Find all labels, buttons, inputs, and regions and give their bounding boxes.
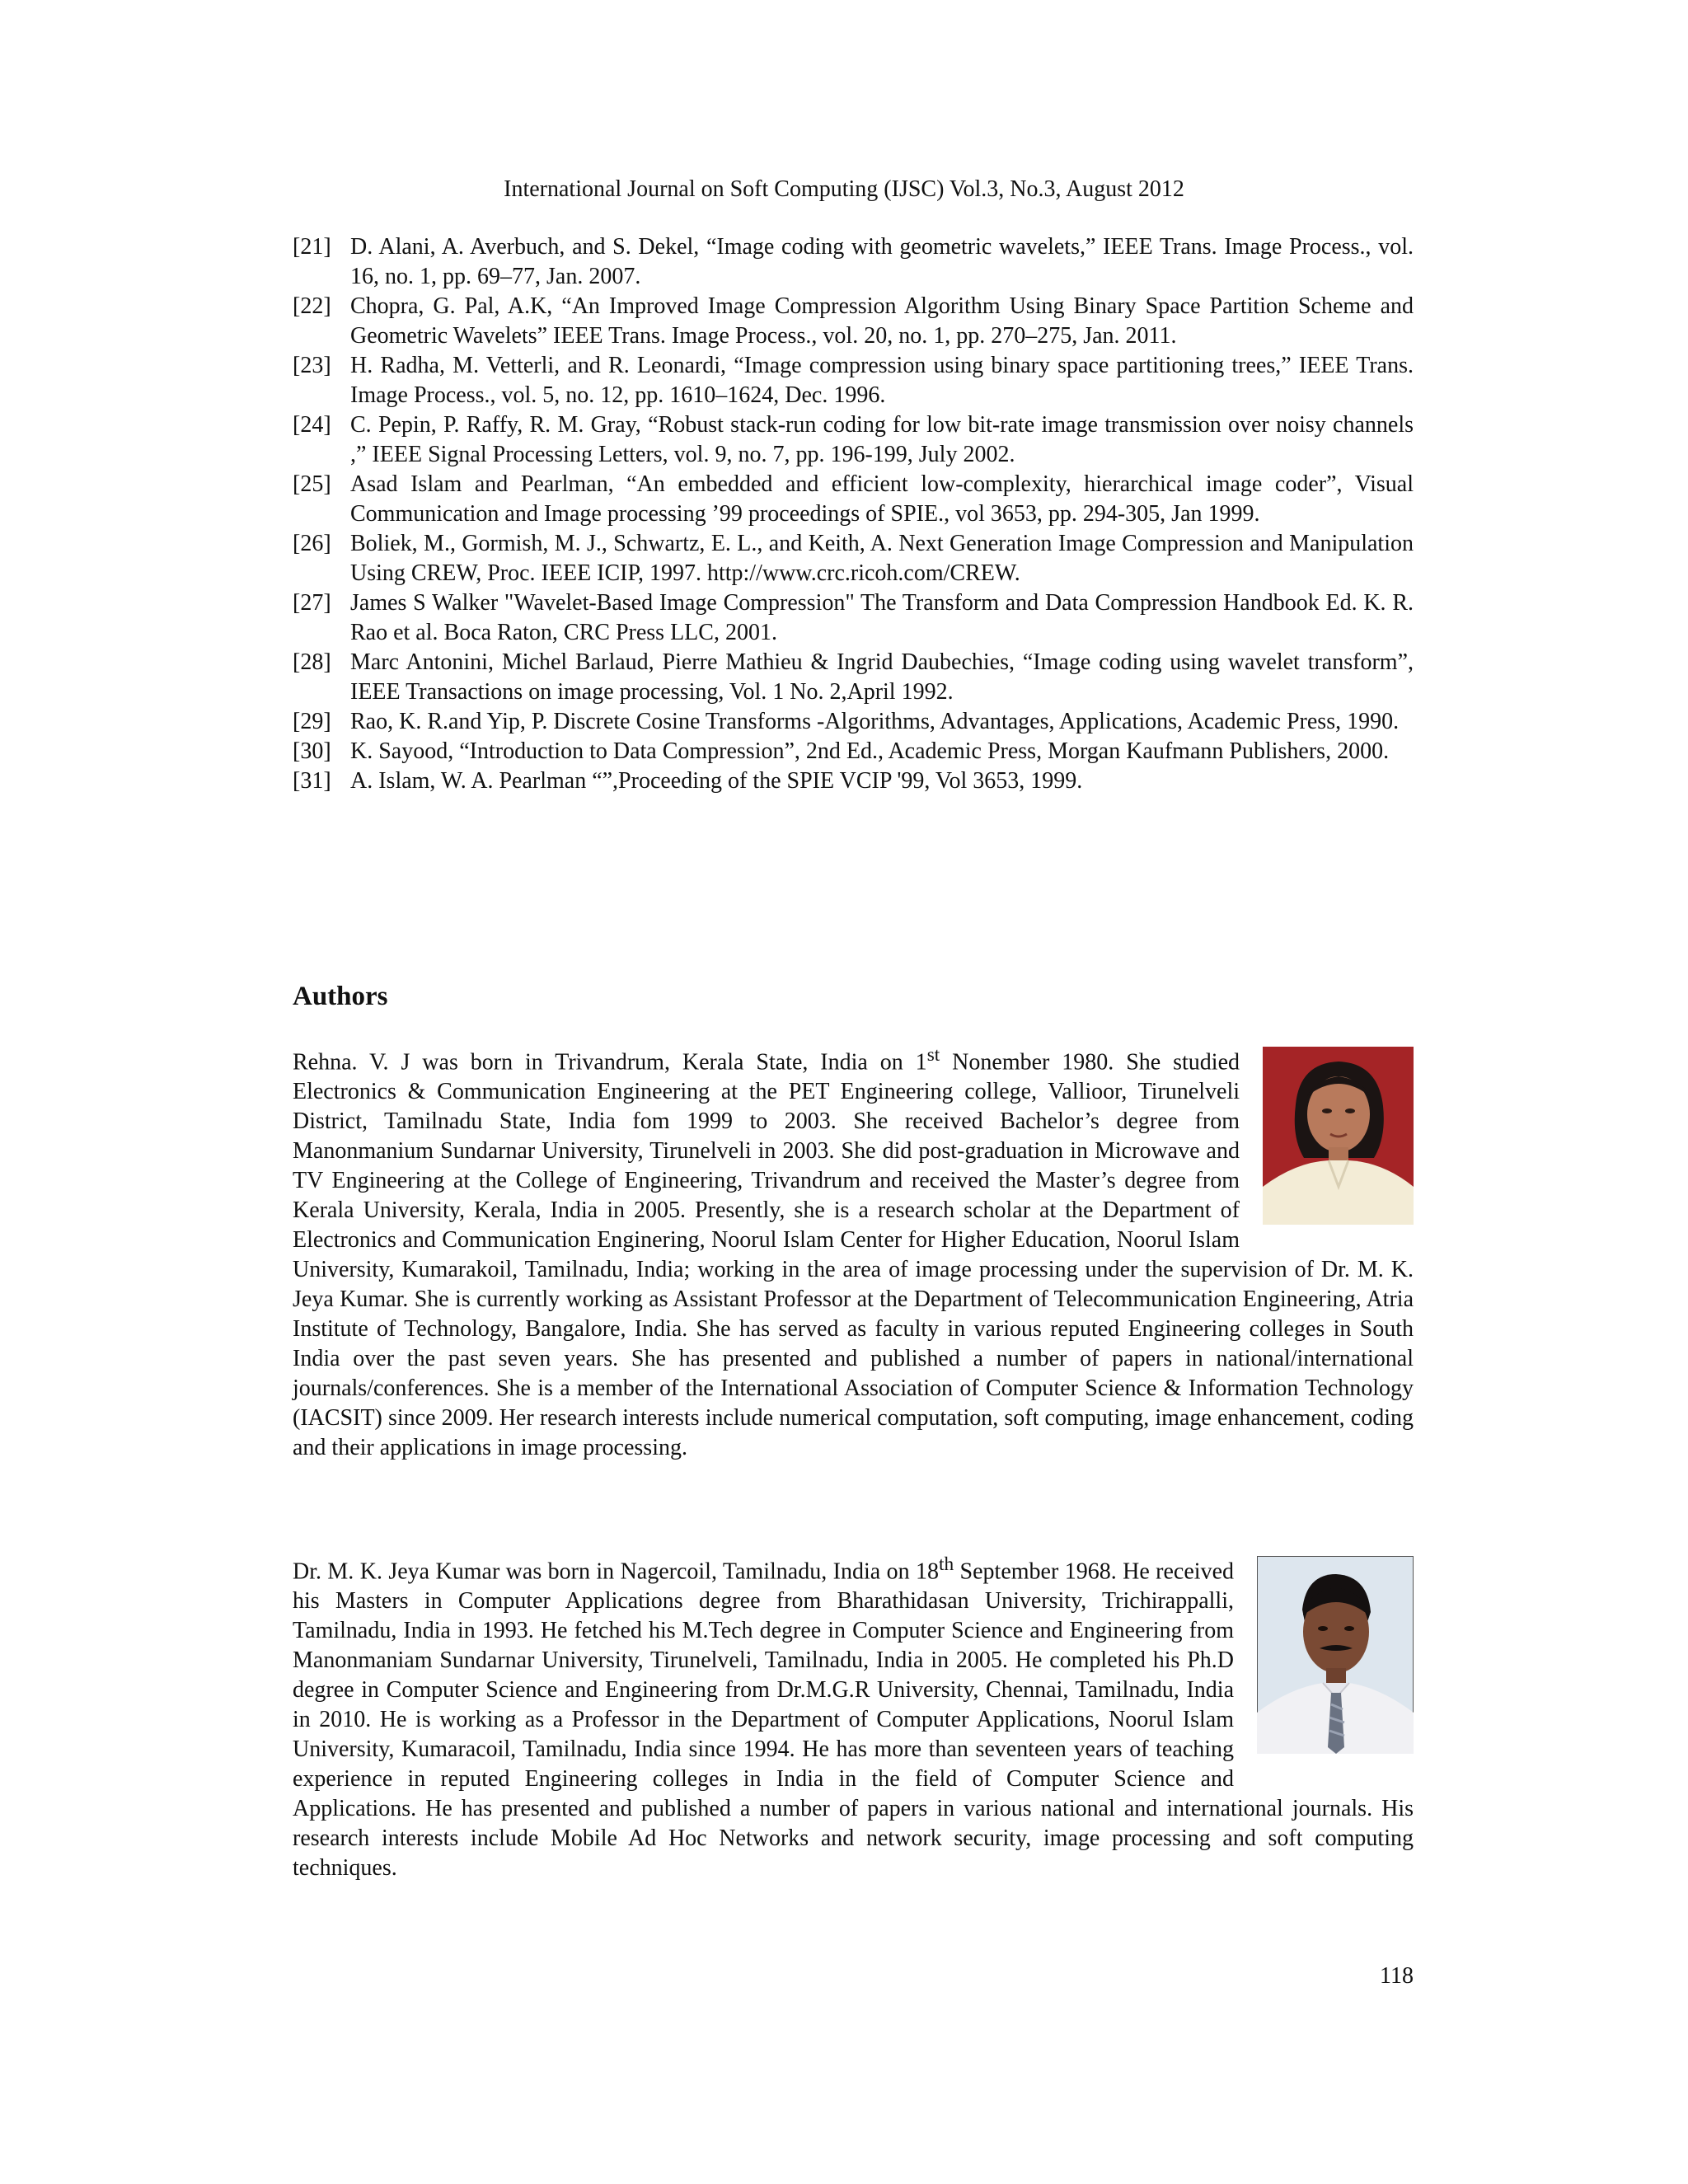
reference-item xyxy=(293,232,1414,292)
reference-item xyxy=(293,766,1414,796)
reference-text: A. Islam, W. A. Pearlman “”,Proceeding of the SPIE VCIP '99, Vol 3653, 1999. xyxy=(350,768,1083,794)
ordinal-suffix: th xyxy=(938,1554,954,1575)
reference-text: Rao, K. R.and Yip, P. Discrete Cosine Transforms -Algorithms, Advantages, Applications, Academic Press, 1990. xyxy=(350,709,1400,734)
bio-text-start: Dr. M. K. Jeya Kumar was born in Nagercoil, Tamilnadu, India on 18 xyxy=(293,1558,939,1585)
author-photo-rehna xyxy=(1263,1047,1414,1233)
reference-text: C. Pepin, P. Raffy, R. M. Gray, “Robust stack-run coding for low bit-rate image transmission over noisy channels ,” IEEE Signal Processing Letters, vol. 9, no. 7, pp. 196-199, July 2002. xyxy=(350,412,1414,467)
reference-text: Asad Islam and Pearlman, “An embedded and efficient low-complexity, hierarchical image coder”, Visual Communication and Image processing ’99 proceedings of SPIE., vol 3653, pp. 294-305, Jan 1999. xyxy=(350,471,1414,527)
reference-text: H. Radha, M. Vetterli, and R. Leonardi, “Image compression using binary space partitioning trees,” IEEE Trans. Image Process., vol. 5, no. 12, pp. 1610–1624, Dec. 1996. xyxy=(350,353,1414,408)
author-bio-rehna xyxy=(293,1040,1414,1463)
reference-item xyxy=(293,588,1414,648)
bio-text-rest: Nonember 1980. She studied Electronics & Communication Engineering at the PET Engineering college, Vallioor, Tirunelveli District, Tamilnadu State, India fom 1999 to 2003. She received Bachelor’s degree from Manonmanium Sundarnar University, Tirunelveli in 2003. She did post-graduation in Microwave and TV Engineering at the College of Engineering, Trivandrum and received the Master’s degree from Kerala University, Kerala, India in 2005. Presently, she is a research scholar at the Department of Electronics and Communication Enginering, Noorul Islam Center for Higher Education, Noorul Islam University, Kumarakoil, Tamilnadu, India; working in the area of image processing under the supervision of Dr. M. K. Jeya Kumar. She is currently working as Assistant Professor at the Department of Telecommunication Engineering, Atria Institute of Technology, Bangalore, India. She has served as faculty in various reputed Engineering colleges in South India over the past seven years. She has presented and published a number of papers in national/international journals/conferences. She is a member of the International Association of Computer Science & Information Technology (IACSIT) since 2009. Her research interests include numerical computation, soft computing, image enhancement, coding and their applications in image processing. xyxy=(293,1049,1414,1461)
reference-number: [30] xyxy=(293,738,331,764)
reference-item xyxy=(293,351,1414,410)
reference-number: [21] xyxy=(293,234,331,260)
reference-text: D. Alani, A. Averbuch, and S. Dekel, “Image coding with geometric wavelets,” IEEE Trans. Image Process., vol. 16, no. 1, pp. 69–77, Jan. 2007. xyxy=(350,234,1414,289)
author-photo-jeya-kumar xyxy=(1257,1556,1414,1762)
bio-text-rest: September 1968. He received his Masters in Computer Applications degree from Bharathidasan University, Trichirappalli, Tamilnadu, India in 1993. He fetched his M.Tech degree in Computer Science and Engineering from Manonmaniam Sundarnar University, Tirunelveli, Tamilnadu, India in 2005. He completed his Ph.D degree in Computer Science and Engineering from Dr.M.G.R University, Chennai, Tamilnadu, India in 2010. He is working as a Professor in the Department of Computer Applications, Noorul Islam University, Kumaracoil, Tamilnadu, India since 1994. He has more than seventeen years of teaching experience in reputed Engineering colleges in India in the field of Computer Science and Applications. He has presented and published a number of papers in various national and international journals. His research interests include Mobile Ad Hoc Networks and network security, image processing and soft computing techniques. xyxy=(293,1558,1414,1882)
reference-text: K. Sayood, “Introduction to Data Compression”, 2nd Ed., Academic Press, Morgan Kaufmann Publishers, 2000. xyxy=(350,738,1390,764)
reference-number: [24] xyxy=(293,412,331,438)
reference-item xyxy=(293,470,1414,529)
reference-text: Chopra, G. Pal, A.K, “An Improved Image Compression Algorithm Using Binary Space Partition Scheme and Geometric Wavelets” IEEE Trans. Image Process., vol. 20, no. 1, pp. 270–275, Jan. 2011. xyxy=(350,293,1414,349)
reference-number: [31] xyxy=(293,768,331,794)
reference-list xyxy=(293,232,1414,796)
reference-number: [29] xyxy=(293,709,331,734)
reference-number: [27] xyxy=(293,590,331,616)
author-bio-jeya-kumar xyxy=(293,1549,1414,1883)
reference-item xyxy=(293,410,1414,470)
reference-text: Marc Antonini, Michel Barlaud, Pierre Mathieu & Ingrid Daubechies, “Image coding using wavelet transform”, IEEE Transactions on image processing, Vol. 1 No. 2,April 1992. xyxy=(350,649,1414,705)
page-number: 118 xyxy=(1380,1963,1414,1989)
reference-text: James S Walker "Wavelet-Based Image Compression" The Transform and Data Compression Handbook Ed. K. R. Rao et al. Boca Raton, CRC Press LLC, 2001. xyxy=(350,590,1414,645)
reference-item xyxy=(293,648,1414,707)
bio-text-start: Rehna. V. J was born in Trivandrum, Kerala State, India on 1 xyxy=(293,1049,927,1076)
ordinal-suffix: st xyxy=(926,1044,940,1066)
authors-heading: Authors xyxy=(293,982,388,1011)
reference-number: [25] xyxy=(293,471,331,497)
reference-item xyxy=(293,529,1414,588)
reference-item xyxy=(293,292,1414,351)
reference-text: Boliek, M., Gormish, M. J., Schwartz, E. L., and Keith, A. Next Generation Image Compression and Manipulation Using CREW, Proc. IEEE ICIP, 1997. http://www.crc.ricoh.com/CREW. xyxy=(350,531,1414,586)
reference-number: [23] xyxy=(293,353,331,378)
reference-number: [28] xyxy=(293,649,331,675)
reference-item xyxy=(293,737,1414,766)
journal-header: International Journal on Soft Computing (IJSC) Vol.3, No.3, August 2012 xyxy=(504,176,1184,202)
reference-number: [22] xyxy=(293,293,331,319)
reference-number: [26] xyxy=(293,531,331,556)
reference-item xyxy=(293,707,1414,737)
